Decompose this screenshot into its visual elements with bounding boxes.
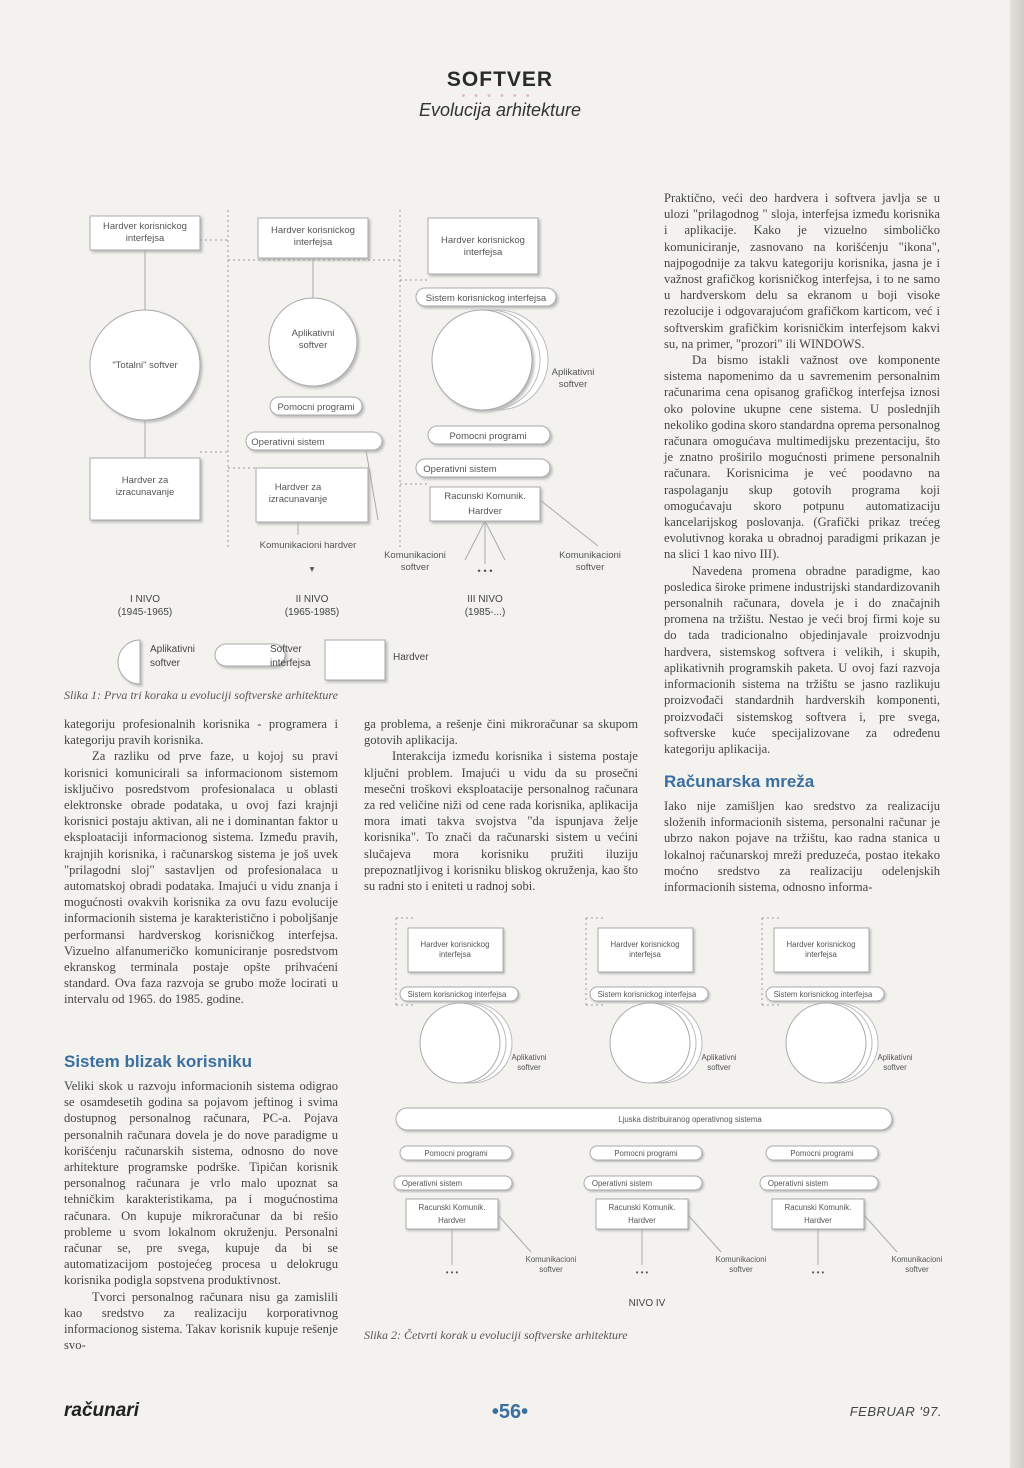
l2-app-label-2: softver <box>298 340 328 351</box>
f2-app-label-1: Aplikativni <box>511 1053 547 1062</box>
distributed-os-shell-label: Ljuska distribuiranog operativnog sistema <box>618 1115 762 1124</box>
l2-os-label: Operativni sistem <box>251 437 325 448</box>
paragraph: Za razliku od prve faze, u kojoj su pravi korisnici komunicirali sa informacionom sistemom isključivo posredstvom profesionalaca u oblasti elektronske obrade podataka, u ovoj fazi krajnji korisnici postaju aktivan, ali ne i dominantan faktor u eksploataciji informacionog sistema. Između pravih, krajnjih korisnika, i računarskog sistema je još uvek "prilagodni sloj" sastavljen od profesionalaca u automatskoj obradi podataka. Imajući u vidu znanja i mogućnosti ovakvih korisnika za ovu fazu evolucije informacionih sistema je karakteristično i poboljšanje performansi hardverskog korisničkog interfejsa. Vizuelno alfanumeričko komuniciranje posredstvom ekranskog terminala postaje opšte prihvaćeni standard. Ova faza razvoja se grubo može locirati u intervalu od 1965. do 1985. godine. <box>64 749 338 1007</box>
l3-helper-programs-label: Pomocni programi <box>449 431 527 442</box>
legend-app-label-2: softver <box>150 658 181 669</box>
f2-compute-comm-label: Racunski Komunik. <box>418 1203 486 1212</box>
figure-1-caption-text: : Prva tri koraka u evoluciji softverske arhitekture <box>97 688 338 702</box>
page-edge <box>1010 0 1024 1468</box>
f2-hardware-label: Hardver <box>628 1216 656 1225</box>
workstation-1 <box>394 918 577 1277</box>
l2-hw-iface-label-1: Hardver korisnickog <box>271 225 355 236</box>
svg-text:• • •: • • • <box>477 566 493 577</box>
paragraph: ga problema, a rešenje čini mikroračunar sa skupom gotovih aplikacija. <box>364 717 638 748</box>
f2-dots: • • • <box>635 1268 649 1277</box>
l2-hw-compute-label-1: Hardver za <box>274 482 322 493</box>
column-middle <box>364 716 638 894</box>
f2-sys-iface-label: Sistem korisnickog interfejsa <box>407 990 507 999</box>
issue-date: FEBRUAR '97. <box>849 1404 942 1419</box>
f2-hw-iface-label-1: Hardver korisnickog <box>786 940 856 949</box>
l3-compute-comm-label: Racunski Komunik. <box>444 491 526 502</box>
svg-text:▾: ▾ <box>309 564 315 575</box>
figure-1-caption <box>64 688 338 703</box>
section-subtitle: Evolucija arhitekture <box>418 100 582 120</box>
level-2-years: (1965-1985) <box>284 607 340 618</box>
paragraph: Iako nije zamišljen kao sredstvo za realizaciju složenih informacionih sistema, personalni računar je ubrzo nakon pojave na tržištu, kao radna stanica u lokalnoj računarskoj mreži preduzeća, postao itekako moćno sredstvo za realizaciju odelenjskih informacionih sistema, odnosno informa- <box>664 799 940 895</box>
l1-total-software-label: "Totalni" softver <box>112 360 178 371</box>
l3-app-label-1: Aplikativni <box>551 367 595 378</box>
f2-app-label-2: softver <box>883 1063 907 1072</box>
column-right-continued <box>664 798 940 895</box>
f2-helper-label: Pomocni programi <box>790 1149 854 1158</box>
l1-hw-compute-label-1: Hardver za <box>121 475 169 486</box>
l3-os-label: Operativni sistem <box>423 464 497 475</box>
paragraph: Interakcija između korisnika i sistema postaje ključni problem. Imajući u vidu da su prosečni mesečni troškovi eksploatacije personalnog računara za red veličine niži od cene rada korisnika, aplikacija mora imati takva svojstva "da ispunjava želje korisnika". To znači da računarski sistem u većini slučajeva mora korisniku pružiti iluziju prepoznatljivog i korisniku bliskog okruženja, kao što su radni sto i eniteti u radnoj sobi. <box>364 749 638 894</box>
legend-interface-label-2: interfejsa <box>270 658 311 669</box>
workstation-2 <box>584 918 767 1277</box>
f2-dots: • • • <box>811 1268 825 1277</box>
f2-compute-comm-label: Racunski Komunik. <box>784 1203 852 1212</box>
f2-sys-iface-label: Sistem korisnickog interfejsa <box>773 990 873 999</box>
f2-app-label-1: Aplikativni <box>877 1053 913 1062</box>
l2-helper-programs-label: Pomocni programi <box>277 402 355 413</box>
f2-comm-sw-label-2: softver <box>729 1265 753 1274</box>
f2-compute-comm-label: Racunski Komunik. <box>608 1203 676 1212</box>
magazine-brand: računari <box>64 1400 139 1421</box>
f2-hw-iface-label-2: interfejsa <box>439 950 471 959</box>
f2-comm-sw-label-1: Komunikacioni <box>891 1255 943 1264</box>
column-right <box>664 190 940 757</box>
l2-hw-iface-label-2: interfejsa <box>293 237 333 248</box>
f2-sys-iface-label: Sistem korisnickog interfejsa <box>597 990 697 999</box>
f2-hw-iface-label-2: interfejsa <box>805 950 837 959</box>
paragraph: Navedena promena obradne paradigme, kao posledica široke primene industrijski standardizovanih personalnih računara, dovela je i do značajnih promena na tržištu. Nestao je veći broj firmi koje su do tada tradicionalno objedinjavale proizvodnju hardvera, sistemskog softvera i velikih, i skupih, aplikativnih programskih paketa. U ovoj fazi razvoja informacionih sistema na tržištu se jasno razlikuju proizvođači standardnih hardverskih komponenti, proizvođači sistemskog softvera i, pre svega, softverske kuće specijalizovane za određenu kategoriju aplikacija. <box>664 563 940 756</box>
legend-interface-label-1: Softver <box>270 644 302 655</box>
f2-dots: • • • <box>445 1268 459 1277</box>
f2-os-label: Operativni sistem <box>591 1179 653 1188</box>
f2-app-label-2: softver <box>707 1063 731 1072</box>
figure-2-caption-text: : Četvrti korak u evoluciji softverske arhitekture <box>397 1328 628 1342</box>
legend-hardware-label: Hardver <box>393 652 429 663</box>
l1-hw-iface-label-2: interfejsa <box>125 233 165 244</box>
column-left-continued <box>64 1078 338 1353</box>
l2-hw-compute-label-2: izracunavanje <box>268 494 328 505</box>
f2-hardware-label: Hardver <box>438 1216 466 1225</box>
l3-hw-iface-label-2: interfejsa <box>463 247 503 258</box>
f2-app-label-1: Aplikativni <box>701 1053 737 1062</box>
f2-app-label-2: softver <box>517 1063 541 1072</box>
f2-os-label: Operativni sistem <box>401 1179 463 1188</box>
l3-comm-sw-left-1: Komunikacioni <box>384 550 446 561</box>
page-number: •56• <box>491 1401 529 1423</box>
f2-comm-sw-label-1: Komunikacioni <box>715 1255 767 1264</box>
l3-comm-sw-right-1: Komunikacioni <box>559 550 621 561</box>
legend-app-label-1: Aplikativni <box>150 644 196 655</box>
l1-hw-compute-label-2: izracunavanje <box>115 487 175 498</box>
figure-2-caption-label: Slika 2 <box>364 1328 397 1342</box>
f2-os-label: Operativni sistem <box>767 1179 829 1188</box>
title-dots: •••••• <box>461 90 539 102</box>
l3-app-label-2: softver <box>558 379 588 390</box>
paragraph: Praktično, veći deo hardvera i softvera javlja se u ulozi "prilagodnog " sloja, interfejsa između korisnika i aplikacije. Kako je vizuelno simboličko komuniciranje, zasnovano na korišćenju "ikona", najpogodnije za takvu kategoriju korisnika, jasna je i važnost grafičkog korisničkog interfejsa, i to ne samo u hardverskom delu sa ekranom u boji visoke rezolucije i odgovarajućom grafičkom karticom, već i softverskim grafičkim korisničkim interfejsom kakvi su, na primer, "prozori" ili WINDOWS. <box>664 191 940 351</box>
l3-comm-sw-left-2: softver <box>400 562 430 573</box>
level-1-label: I NIVO <box>129 594 161 605</box>
level-4-label: NIVO IV <box>628 1298 666 1309</box>
paragraph: Tvorci personalnog računara nisu ga zamislili kao sredstvo za realizaciju korporativnog informacionog sistema. Takav korisnik kupuje rešenje svo- <box>64 1289 338 1353</box>
section-title: SOFTVER <box>446 68 554 91</box>
paragraph: kategoriju profesionalnih korisnika - programera i kategoriju pravih korisnika. <box>64 717 338 748</box>
paragraph: Da bismo istakli važnost ove komponente sistema napomenimo da u savremenim personalnim računarima cena opisanog grafičkog interfejsa iznosi oko polovine ukupne cene sistema. U poslednjih nekoliko godina skoro standardna oprema personalnog računara omogućava multimedijsku prezentaciju, što je znatno proširilo mogućnosti primene personalnih računara. Korisnicima je već poodavno na raspolaganju skup gotovih programa koji omogućavaju skoro potpunu automatizaciju kancelarijskog poslovanja. (Grafički prikaz trećeg evolutivnog koraka u obradnoj paradigmi prikazan je na slici 1 kao nivo III). <box>664 353 940 562</box>
l3-sys-iface-label: Sistem korisnickog interfejsa <box>425 293 547 304</box>
level-2-label: II NIVO <box>295 594 329 605</box>
l3-app-circle-front <box>432 310 532 410</box>
f2-comm-sw-label-2: softver <box>539 1265 563 1274</box>
f2-hw-iface-label-1: Hardver korisnickog <box>610 940 680 949</box>
heading-sistem-blizak-korisniku: Sistem blizak korisniku <box>64 1052 253 1071</box>
l2-app-label-1: Aplikativni <box>291 328 335 339</box>
f2-hardware-label: Hardver <box>804 1216 832 1225</box>
f2-hw-iface-label-2: interfejsa <box>629 950 661 959</box>
l3-hw-iface-label-1: Hardver korisnickog <box>441 235 525 246</box>
figure-2-caption <box>364 1328 628 1343</box>
f2-helper-label: Pomocni programi <box>614 1149 678 1158</box>
legend-app-symbol <box>118 640 140 684</box>
f2-helper-label: Pomocni programi <box>424 1149 488 1158</box>
heading-racunarska-mreza: Računarska mreža <box>664 772 815 791</box>
level-3-label: III NIVO <box>467 594 503 605</box>
l2-comm-hw-label: Komunikacioni hardver <box>259 540 357 551</box>
f2-hw-iface-label-1: Hardver korisnickog <box>420 940 490 949</box>
legend-hardware-symbol <box>325 640 385 680</box>
workstation-3 <box>760 918 943 1277</box>
l3-hw-iface-box <box>428 218 538 274</box>
figure-1-diagram <box>60 200 640 720</box>
f2-comm-sw-label-1: Komunikacioni <box>525 1255 577 1264</box>
figure-2-diagram <box>360 910 950 1320</box>
level-1-years: (1945-1965) <box>117 607 173 618</box>
column-left <box>64 716 338 1008</box>
l3-hardware-label: Hardver <box>468 506 502 517</box>
f2-comm-sw-label-2: softver <box>905 1265 929 1274</box>
l1-hw-iface-label-1: Hardver korisnickog <box>103 221 187 232</box>
figure-1-caption-label: Slika 1 <box>64 688 97 702</box>
paragraph: Veliki skok u razvoju informacionih sistema odigrao se osamdesetih godina sa pojavom jeftinog i svima dostupnog personalnog računara, PC-a. Pojava personalnih računara dovela je do nove paradigme u korišćenju računarskih sistema, odnosno do nove arhitekture programske podrške. Tipičan korisnik personalnog računara je vrlo malo upoznat sa tehničkim karakteristikama, pa i mogućnostima računara. On kupuje mikroračunar da bi rešio probleme u svom lokalnom okruženju. Personalni računar se, pre svega, kupuje da bi se automatizacijom postojećeg procesa u delokrugu korisnika podigla sopstvena produktivnost. <box>64 1079 338 1288</box>
l3-comm-sw-right-2: softver <box>575 562 605 573</box>
level-3-years: (1985-...) <box>464 607 506 618</box>
